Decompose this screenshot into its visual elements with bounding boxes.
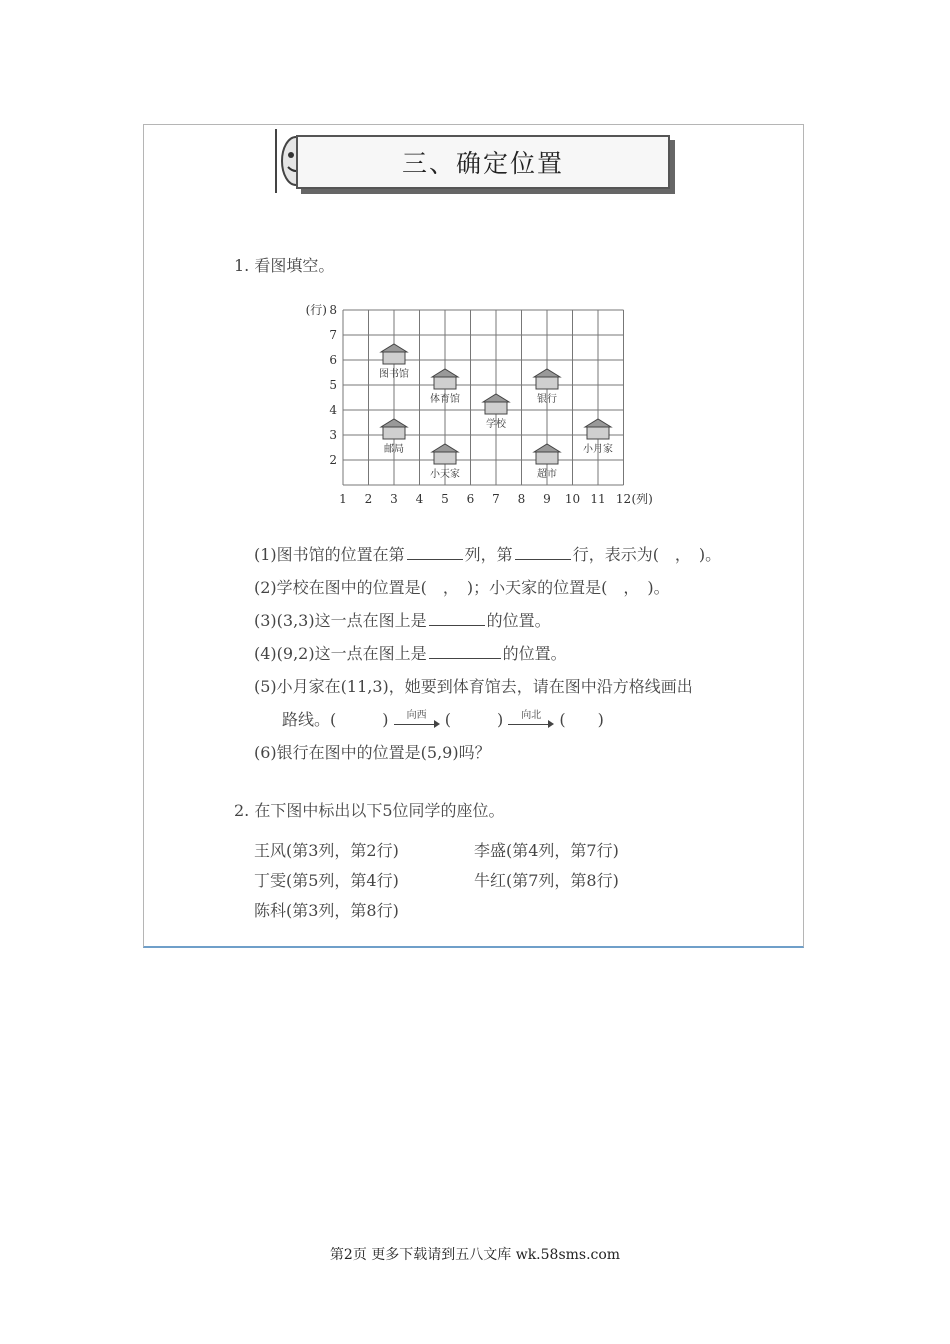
x-tick-label: 1 bbox=[339, 492, 347, 506]
item-4-text-a: (4)(9,2)这一点在图上是 bbox=[254, 644, 427, 663]
x-tick-label: 11 bbox=[590, 492, 606, 506]
worksheet-scan bbox=[143, 124, 804, 948]
route-end: ( ) bbox=[559, 710, 604, 729]
student-3: 丁雯(第5列，第4行) bbox=[254, 871, 399, 890]
place-label: 图书馆 bbox=[379, 369, 409, 380]
x-tick-label: 10 bbox=[564, 492, 581, 506]
roof-icon bbox=[534, 444, 560, 452]
building-icon bbox=[383, 352, 405, 364]
arrow-west-icon bbox=[394, 709, 440, 730]
roof-icon bbox=[534, 369, 560, 377]
place-label: 小天家 bbox=[430, 469, 460, 480]
student-5: 陈科(第3列，第8行) bbox=[254, 901, 399, 920]
q1-item-6: (6)银行在图中的位置是(5,9)吗？ bbox=[254, 743, 491, 762]
roof-icon bbox=[381, 344, 407, 352]
building-icon bbox=[587, 427, 609, 439]
x-tick-label: 4 bbox=[415, 492, 424, 506]
q1-item-5: (5)小月家在(11,3)，她要到体育馆去，请在图中沿方格线画出 bbox=[254, 677, 693, 696]
q1-heading: 1. 看图填空。 bbox=[234, 256, 335, 275]
roof-icon bbox=[483, 394, 509, 402]
route-close-1: ) bbox=[382, 710, 389, 729]
building-icon bbox=[536, 377, 558, 389]
y-tick-label: 7 bbox=[329, 328, 337, 342]
x-tick-label: 3 bbox=[390, 492, 398, 506]
x-tick-label: 7 bbox=[492, 492, 500, 506]
arrow-north-label: 向北 bbox=[521, 709, 542, 721]
building-icon bbox=[485, 402, 507, 414]
roof-icon bbox=[432, 369, 458, 377]
y-tick-label: 4 bbox=[329, 403, 337, 417]
student-1: 王风(第3列，第2行) bbox=[254, 841, 399, 860]
route-open-2: ( bbox=[444, 710, 451, 729]
x-tick-label: 12 bbox=[615, 492, 632, 506]
roof-icon bbox=[432, 444, 458, 452]
y-tick-label: 2 bbox=[329, 453, 337, 467]
building-icon bbox=[536, 452, 558, 464]
item-3-blank[interactable] bbox=[429, 611, 485, 626]
page-footer: 第2页 更多下载请到五八文库 wk.58sms.com bbox=[329, 1247, 621, 1263]
roof-icon bbox=[381, 419, 407, 427]
item-1-text-a: (1)图书馆的位置在第 bbox=[254, 545, 405, 564]
x-tick-label: 2 bbox=[364, 492, 373, 506]
y-tick-label: 8 bbox=[329, 303, 337, 317]
roof-icon bbox=[585, 419, 611, 427]
y-axis-label: (行) bbox=[305, 303, 327, 317]
item-3-text-b: 的位置。 bbox=[486, 611, 551, 630]
place-label: 体育馆 bbox=[430, 394, 460, 405]
x-tick-label: 8 bbox=[517, 492, 526, 506]
x-tick-label: 6 bbox=[466, 492, 475, 506]
item-1-blank-row[interactable] bbox=[515, 545, 571, 560]
y-tick-label: 6 bbox=[329, 353, 337, 367]
arrow-north-icon bbox=[508, 709, 554, 730]
route-start: 路线。( bbox=[282, 710, 337, 729]
place-label: 学校 bbox=[486, 419, 506, 430]
item-1-text-c: 行，表示为( ， )。 bbox=[572, 545, 722, 564]
building-icon bbox=[434, 377, 456, 389]
item-3-text-a: (3)(3,3)这一点在图上是 bbox=[254, 611, 427, 630]
q1-item-4 bbox=[254, 641, 567, 664]
position-grid bbox=[294, 295, 674, 510]
place-label: 小月家 bbox=[583, 444, 613, 455]
arrow-west-label: 向西 bbox=[406, 709, 427, 721]
item-1-blank-col[interactable] bbox=[407, 545, 463, 560]
y-tick-label: 5 bbox=[329, 378, 337, 392]
student-4: 牛红(第7列，第8行) bbox=[474, 871, 619, 890]
place-label: 邮局 bbox=[384, 444, 404, 455]
x-axis-unit: (列) bbox=[631, 492, 653, 506]
q1-item-2: (2)学校在图中的位置是( ， )；小天家的位置是( ， )。 bbox=[254, 578, 670, 597]
y-tick-label: 3 bbox=[329, 428, 337, 442]
section-banner bbox=[296, 135, 670, 189]
student-2: 李盛(第4列，第7行) bbox=[474, 841, 619, 860]
q1-item-5-route bbox=[282, 707, 604, 730]
route-close-2: ) bbox=[496, 710, 504, 729]
item-4-text-b: 的位置。 bbox=[502, 644, 567, 663]
section-title: 三、确定位置 bbox=[401, 149, 564, 178]
x-tick-label: 5 bbox=[441, 492, 449, 506]
item-4-blank[interactable] bbox=[429, 644, 501, 659]
x-tick-label: 9 bbox=[543, 492, 551, 506]
place-label: 银行 bbox=[537, 394, 557, 405]
q2-heading: 2. 在下图中标出以下5位同学的座位。 bbox=[234, 801, 505, 820]
building-icon bbox=[434, 452, 456, 464]
building-icon bbox=[383, 427, 405, 439]
item-1-text-b: 列，第 bbox=[464, 545, 513, 564]
q1-item-3 bbox=[254, 608, 551, 631]
q1-item-1 bbox=[254, 542, 721, 565]
place-label: 超市 bbox=[537, 469, 557, 480]
